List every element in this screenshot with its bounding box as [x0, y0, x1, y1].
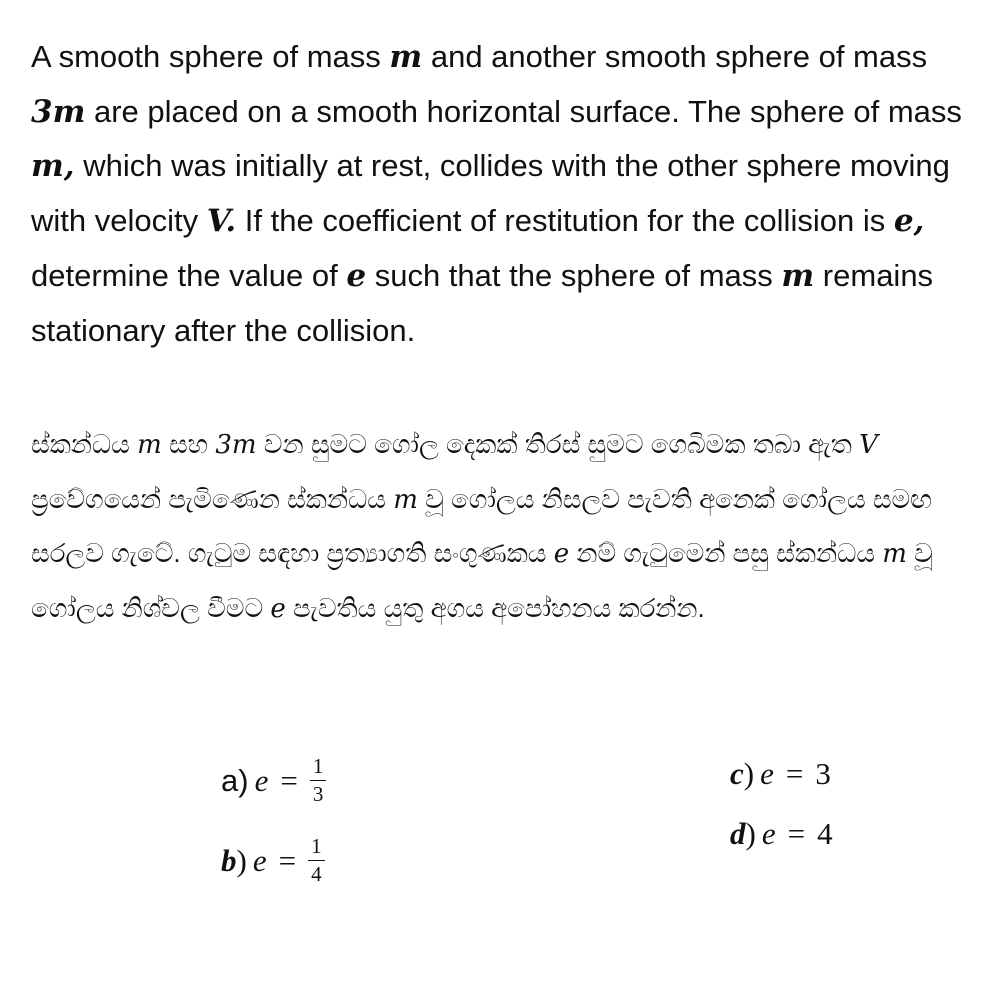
option-d-equals: = [787, 816, 806, 851]
question-text-english [31, 30, 976, 357]
q-si-text: නම් ගැටුමෙන් පසු ස්කන්ධය [569, 538, 883, 568]
q-en-var-e: e, [893, 203, 925, 240]
q-si-var-e: e [553, 539, 570, 569]
q-si-text: වූ ගෝලය නිශ්චල වීමට [31, 538, 933, 623]
option-c-label-letter: c [730, 756, 744, 791]
q-si-var-m: m [882, 539, 907, 569]
option-a-fraction [310, 756, 327, 805]
option-c-value: 3 [815, 756, 831, 791]
q-en-text: which was initially at rest, collides with the other sphere moving with velocity [31, 148, 950, 239]
q-si-var-m: m [137, 430, 162, 460]
q-en-var-e: e [346, 257, 367, 294]
q-si-text: වූ ගෝලය නිසලව පැවති අනෙක් ගෝලය සමඟ සරලව ගැටේ. ගැටුම සඳහා ප්‍රත්‍යාගති සංගුණකය [31, 483, 933, 568]
option-a-equals: = [280, 762, 298, 798]
question-text-sinhala [31, 418, 981, 636]
option-d-variable: e [761, 816, 776, 851]
option-c-variable: e [760, 756, 774, 791]
option-b-numerator: 1 [311, 834, 322, 858]
option-b-label-paren: ) [236, 842, 247, 878]
q-en-var-mass-m: m [781, 257, 815, 294]
q-en-var-mass-m: m [389, 39, 423, 75]
option-a-denominator: 3 [312, 782, 324, 806]
option-b-label-letter: b [221, 842, 237, 878]
q-en-text: remains stationary after the collision. [31, 257, 934, 348]
q-en-var-mass-m: m, [31, 148, 75, 185]
q-si-text: ප්‍රවේගයෙන් පැමිණෙන ස්කන්ධය [31, 483, 394, 514]
q-si-var-e: e [270, 593, 286, 624]
option-d-value: 4 [817, 816, 833, 851]
option-b-variable: e [252, 842, 267, 878]
option-c[interactable] [730, 756, 831, 792]
q-si-text: ස්කන්ධය [31, 429, 138, 459]
q-en-text: If the coefficient of restitution for the collision is [236, 203, 894, 239]
q-si-text: සහ [161, 429, 216, 459]
option-c-equals: = [785, 756, 804, 791]
option-b-fraction [308, 836, 325, 885]
option-c-label-paren: ) [743, 756, 755, 791]
q-si-var-3m: 3m [215, 430, 257, 460]
option-d-label-letter: d [730, 816, 746, 851]
q-en-text: such that the sphere of mass [366, 257, 782, 293]
option-a[interactable] [221, 756, 326, 805]
option-b-denominator: 4 [311, 862, 322, 886]
q-si-var-m: m [393, 484, 418, 515]
q-si-text: වන සුමට ගෝල දෙකක් තිරස් සුමට ගෙබිමක තබා ඇත [256, 429, 860, 459]
q-en-var-mass-3m: 3m [31, 93, 86, 130]
option-a-numerator: 1 [312, 754, 324, 778]
option-a-variable: e [254, 762, 269, 798]
option-d[interactable] [730, 816, 833, 852]
q-en-text: are placed on a smooth horizontal surface. The sphere of mass [85, 93, 962, 129]
q-si-text: පැවතිය යුතු අගය අපෝහනය කරන්න. [285, 592, 705, 623]
q-en-text: A smooth sphere of mass [31, 39, 390, 74]
q-si-var-v: V [859, 430, 878, 460]
option-a-label: a) [221, 762, 249, 798]
q-en-var-velocity-v: V. [206, 203, 237, 240]
q-en-text: determine the value of [31, 257, 347, 293]
option-b[interactable] [221, 836, 325, 885]
option-d-label-paren: ) [745, 816, 756, 851]
option-b-equals: = [278, 842, 297, 878]
q-en-text: and another smooth sphere of mass [422, 39, 928, 74]
